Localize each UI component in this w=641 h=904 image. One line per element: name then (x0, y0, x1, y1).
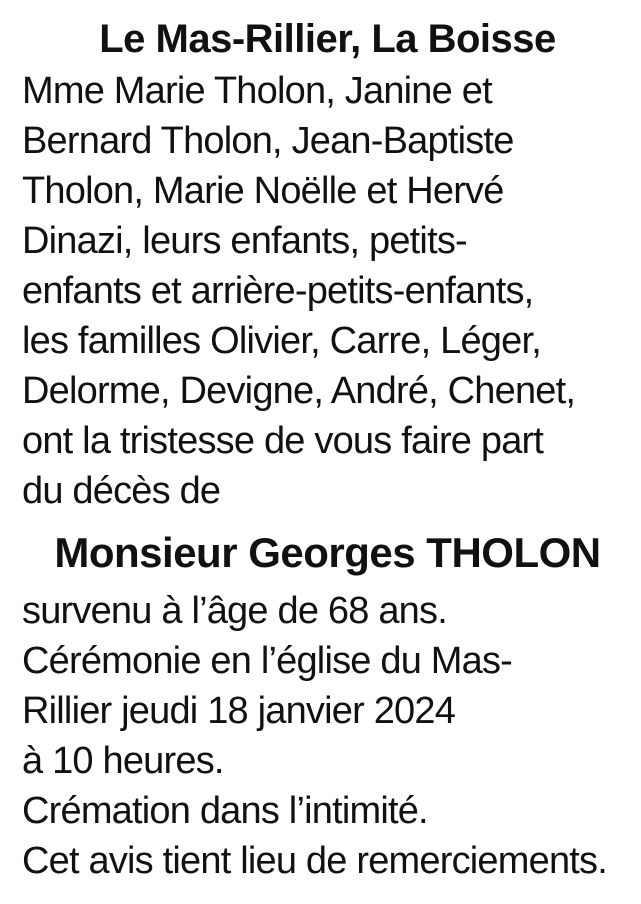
intro-line: Tholon, Marie Noëlle et Hervé (22, 170, 504, 212)
detail-line: Rillier jeudi 18 janvier 2024 (22, 690, 456, 732)
intro-line: du décès de (22, 470, 221, 512)
detail-line: à 10 heures. (22, 740, 224, 782)
intro-line: ont la tristesse de vous faire part (22, 420, 544, 462)
intro-line: Mme Marie Tholon, Janine et (22, 70, 492, 112)
detail-line: Cérémonie en l’église du Mas- (22, 640, 513, 682)
intro-line: Dinazi, leurs enfants, petits- (22, 220, 467, 262)
intro-line: Bernard Tholon, Jean-Baptiste (22, 120, 514, 162)
location-header: Le Mas-Rillier, La Boisse (99, 17, 556, 61)
intro-line: enfants et arrière-petits-enfants, (22, 270, 534, 312)
intro-line: Delorme, Devigne, André, Chenet, (22, 370, 576, 412)
detail-line: Cet avis tient lieu de remerciements. (22, 840, 607, 882)
deceased-name: Monsieur Georges THOLON (54, 529, 601, 576)
detail-line: survenu à l’âge de 68 ans. (22, 590, 447, 632)
intro-line: les familles Olivier, Carre, Léger, (22, 320, 541, 362)
detail-line: Crémation dans l’intimité. (22, 790, 428, 832)
